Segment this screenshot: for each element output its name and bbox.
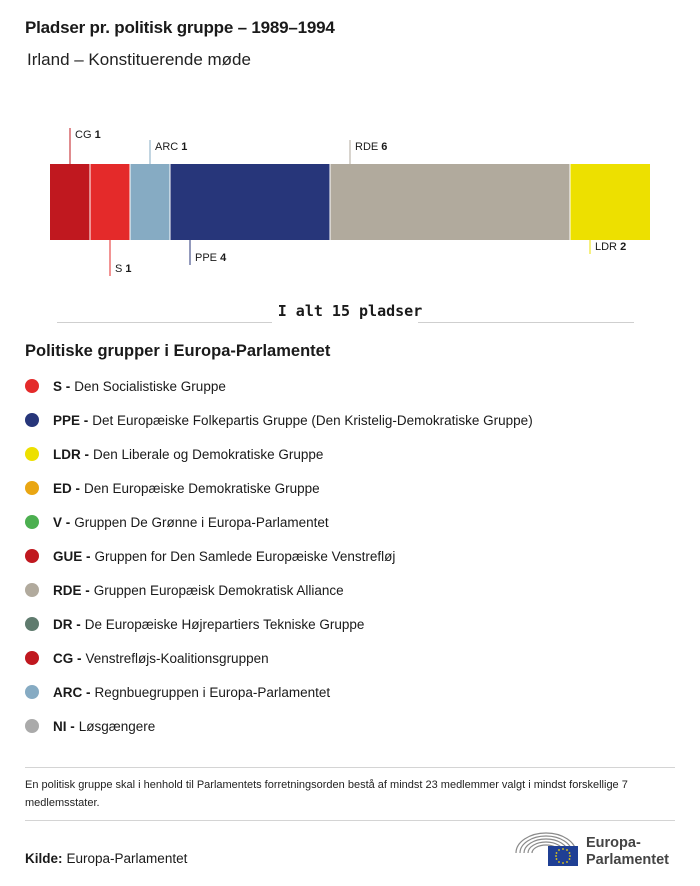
legend-item (25, 607, 533, 641)
legend-item (25, 403, 533, 437)
legend-name: Gruppen De Grønne i Europa-Parlamentet (74, 514, 329, 530)
legend-name: Gruppen for Den Samlede Europæiske Venstrefløj (94, 548, 396, 564)
logo-text-line2: Parlamentet (586, 852, 670, 868)
legend-abbr: NI - (53, 718, 75, 734)
legend-abbr: PPE - (53, 412, 89, 428)
legend-abbr: S - (53, 378, 71, 394)
legend-name: Gruppen Europæisk Demokratisk Alliance (93, 582, 344, 598)
legend-abbr: ARC - (53, 684, 91, 700)
legend-item (25, 369, 533, 403)
data-label-ldr: LDR 2 (595, 241, 627, 253)
legend-color-dot (25, 685, 39, 699)
legend-name: Venstrefløjs-Koalitionsgruppen (85, 650, 269, 666)
legend-color-dot (25, 651, 39, 665)
data-label-cg: CG 1 (75, 129, 101, 141)
legend-abbr: GUE - (53, 548, 91, 564)
legend-name: Den Europæiske Demokratiske Gruppe (84, 480, 320, 496)
legend-item (25, 505, 533, 539)
legend-color-dot (25, 515, 39, 529)
chart-subtitle: Irland – Konstituerende møde (27, 50, 251, 69)
legend-item (25, 573, 533, 607)
divider-top (25, 767, 675, 768)
divider-bottom (25, 820, 675, 821)
total-divider-right (418, 322, 634, 323)
legend-abbr: V - (53, 514, 71, 530)
legend-color-dot (25, 413, 39, 427)
data-label-s: S 1 (115, 263, 132, 275)
bar-segment-arc (130, 164, 170, 240)
data-label-arc: ARC 1 (155, 141, 188, 153)
stacked-bar-chart (0, 0, 700, 300)
bar-segment-rde (330, 164, 570, 240)
legend-color-dot (25, 447, 39, 461)
bar-segment-ldr (570, 164, 650, 240)
source-line (25, 851, 187, 866)
legend-abbr: CG - (53, 650, 82, 666)
legend-name: Regnbuegruppen i Europa-Parlamentet (94, 684, 331, 700)
chart-title: Pladser pr. politisk gruppe – 1989–1994 (25, 18, 335, 37)
legend-color-dot (25, 583, 39, 597)
legend-abbr: DR - (53, 616, 81, 632)
footnote: En politisk gruppe skal i henhold til Parlamentets forretningsorden bestå af mindst 23 medlemmer valgt i mindst forskellige 7 medlemsstater. (25, 779, 628, 809)
legend-abbr: LDR - (53, 446, 89, 462)
total-divider-left (57, 322, 272, 323)
source-value: Europa-Parlamentet (66, 851, 188, 866)
legend-item (25, 437, 533, 471)
bar-segment-s (90, 164, 130, 240)
data-label-ppe: PPE 4 (195, 252, 227, 264)
legend-list (25, 369, 533, 743)
legend-item (25, 539, 533, 573)
legend-name: Det Europæiske Folkepartis Gruppe (Den Kristelig-Demokratiske Gruppe) (92, 412, 533, 428)
legend-color-dot (25, 379, 39, 393)
source-label: Kilde: (25, 851, 63, 866)
legend-name: Den Liberale og Demokratiske Gruppe (93, 446, 324, 462)
legend-item (25, 641, 533, 675)
legend-item (25, 675, 533, 709)
legend-color-dot (25, 719, 39, 733)
legend-item (25, 471, 533, 505)
legend-title: Politiske grupper i Europa-Parlamentet (25, 342, 331, 360)
legend-abbr: RDE - (53, 582, 90, 598)
legend-item (25, 709, 533, 743)
legend-name: De Europæiske Højrepartiers Tekniske Gruppe (84, 616, 365, 632)
bar-segment-ppe (170, 164, 330, 240)
total-seats-label: I alt 15 pladser (277, 302, 423, 320)
legend-color-dot (25, 549, 39, 563)
legend-name: Den Socialistiske Gruppe (74, 378, 226, 394)
legend-color-dot (25, 481, 39, 495)
legend-color-dot (25, 617, 39, 631)
legend-name: Løsgængere (78, 718, 156, 734)
legend-abbr: ED - (53, 480, 80, 496)
logo-text-line1: Europa- (586, 835, 641, 851)
bar-segment-cg (50, 164, 90, 240)
logo-text (586, 835, 669, 869)
data-label-rde: RDE 6 (355, 141, 388, 153)
